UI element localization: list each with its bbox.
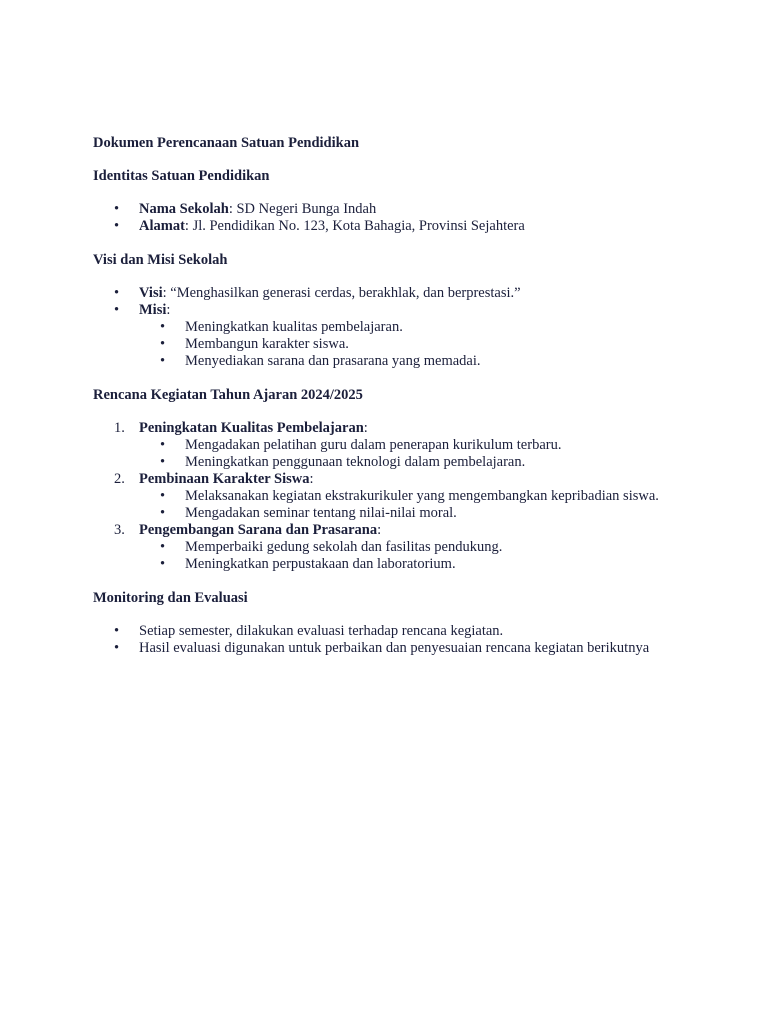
list-item <box>93 353 674 370</box>
item-label: Alamat <box>139 218 185 234</box>
misi-sublist <box>93 319 674 370</box>
section-identitas <box>93 168 674 235</box>
item-number: 1. <box>114 420 125 436</box>
document-title: Dokumen Perencanaan Satuan Pendidikan <box>93 135 360 151</box>
list-item <box>93 437 674 454</box>
section-heading-rencana: Rencana Kegiatan Tahun Ajaran 2024/2025 <box>93 387 363 403</box>
bullet-icon: • <box>160 539 166 555</box>
list-item <box>93 505 674 522</box>
list-item <box>93 454 674 471</box>
item-text: Memperbaiki gedung sekolah dan fasilitas pendukung. <box>185 539 503 555</box>
bullet-icon: • <box>114 218 120 234</box>
bullet-icon: • <box>160 454 166 470</box>
item-text: Menyediakan sarana dan prasarana yang memadai. <box>185 353 481 369</box>
bullet-icon: • <box>160 437 166 453</box>
monitoring-list <box>93 623 674 657</box>
list-item-visi <box>93 285 674 302</box>
list-item <box>93 488 674 505</box>
rencana-list <box>93 420 674 573</box>
section-rencana <box>93 387 674 573</box>
item-suffix: : <box>309 471 314 487</box>
item-label: Pembinaan Karakter Siswa <box>139 471 310 487</box>
section-heading-identitas: Identitas Satuan Pendidikan <box>93 168 270 184</box>
rencana-sublist <box>93 539 674 573</box>
item-value: : “Menghasilkan generasi cerdas, berakhlak, dan berprestasi.” <box>162 285 521 301</box>
bullet-icon: • <box>160 505 166 521</box>
item-text: Setiap semester, dilakukan evaluasi terhadap rencana kegiatan. <box>139 623 504 639</box>
rencana-item-3 <box>93 522 674 573</box>
item-text: Hasil evaluasi digunakan untuk perbaikan dan penyesuaian rencana kegiatan berikutnya <box>139 640 650 656</box>
list-item-alamat <box>93 218 674 235</box>
bullet-icon: • <box>114 623 120 639</box>
list-item <box>93 319 674 336</box>
item-text: Melaksanakan kegiatan ekstrakurikuler yang mengembangkan kepribadian siswa. <box>185 488 659 504</box>
bullet-icon: • <box>114 201 120 217</box>
item-value: : Jl. Pendidikan No. 123, Kota Bahagia, Provinsi Sejahtera <box>184 218 525 234</box>
item-text: Mengadakan seminar tentang nilai-nilai moral. <box>185 505 457 521</box>
list-item <box>93 556 674 573</box>
item-label: Misi <box>139 302 167 318</box>
bullet-icon: • <box>160 488 166 504</box>
bullet-icon: • <box>114 640 120 656</box>
list-item-misi <box>93 302 674 319</box>
item-suffix: : <box>363 420 368 436</box>
rencana-item-2 <box>93 471 674 522</box>
rencana-item-1 <box>93 420 674 471</box>
rencana-sublist <box>93 488 674 522</box>
bullet-icon: • <box>114 302 120 318</box>
item-text: Meningkatkan penggunaan teknologi dalam pembelajaran. <box>185 454 526 470</box>
section-monitoring <box>93 590 674 657</box>
item-text: Membangun karakter siswa. <box>185 336 349 352</box>
item-text: Meningkatkan kualitas pembelajaran. <box>185 319 403 335</box>
item-text: Mengadakan pelatihan guru dalam penerapan kurikulum terbaru. <box>185 437 562 453</box>
item-number: 2. <box>114 471 125 487</box>
section-heading-visi-misi: Visi dan Misi Sekolah <box>93 252 228 268</box>
list-item <box>93 623 674 640</box>
visi-misi-list <box>93 285 674 319</box>
item-number: 3. <box>114 522 125 538</box>
section-heading-monitoring: Monitoring dan Evaluasi <box>93 590 248 606</box>
item-text: Meningkatkan perpustakaan dan laboratorium. <box>185 556 456 572</box>
section-visi-misi <box>93 252 674 370</box>
rencana-item-header <box>93 420 674 437</box>
item-label: Visi <box>139 285 163 301</box>
list-item <box>93 640 674 657</box>
rencana-item-header <box>93 522 674 539</box>
bullet-icon: • <box>160 336 166 352</box>
list-item <box>93 539 674 556</box>
rencana-item-header <box>93 471 674 488</box>
item-value: : SD Negeri Bunga Indah <box>228 201 377 217</box>
list-item <box>93 336 674 353</box>
list-item-nama-sekolah <box>93 201 674 218</box>
bullet-icon: • <box>160 353 166 369</box>
item-label: Pengembangan Sarana dan Prasarana <box>139 522 378 538</box>
item-label: Peningkatan Kualitas Pembelajaran <box>139 420 364 436</box>
item-value: : <box>166 302 171 318</box>
item-label: Nama Sekolah <box>139 201 229 217</box>
document-page <box>93 135 674 674</box>
bullet-icon: • <box>160 556 166 572</box>
rencana-sublist <box>93 437 674 471</box>
identitas-list <box>93 201 674 235</box>
bullet-icon: • <box>160 319 166 335</box>
bullet-icon: • <box>114 285 120 301</box>
item-suffix: : <box>377 522 382 538</box>
